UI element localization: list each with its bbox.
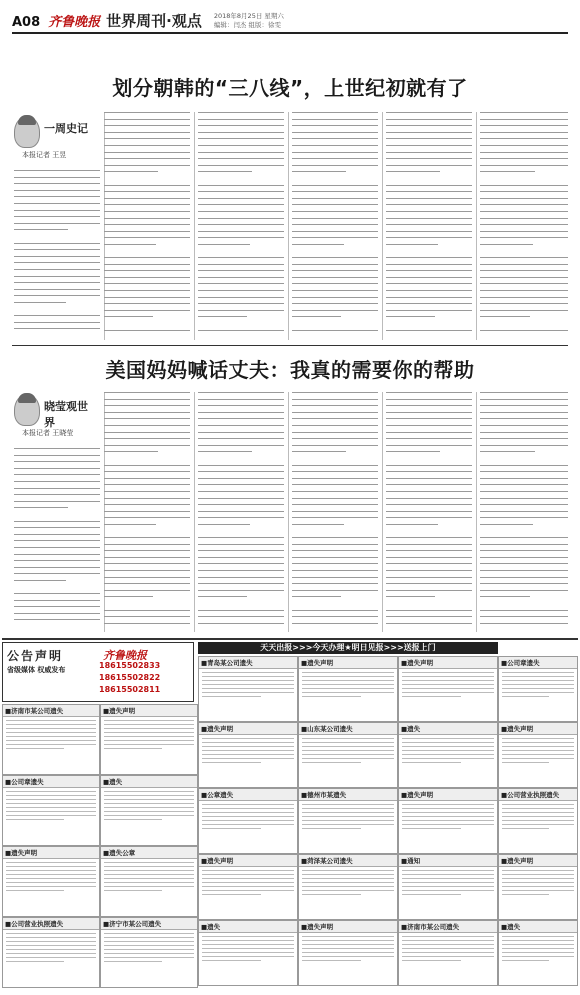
phone-number: 18615502811	[99, 685, 161, 694]
classified-ad	[398, 788, 498, 854]
author-portrait-icon	[14, 116, 40, 148]
notice-logo: 齐鲁晚报	[103, 649, 147, 662]
classified-ad	[198, 656, 298, 722]
classified-ad	[2, 846, 100, 917]
classified-ad	[398, 656, 498, 722]
paper-name: 齐鲁晚报	[48, 15, 101, 30]
text-column	[198, 392, 284, 632]
article2-byline: 本报记者 王晓莹	[22, 429, 74, 437]
notice-title: 公告声明	[7, 649, 64, 663]
classified-ad-heading: ■山东某公司遗失	[299, 723, 397, 735]
article1-byline: 本报记者 王昱	[22, 151, 67, 159]
classified-ad	[198, 788, 298, 854]
classified-ad	[398, 722, 498, 788]
phone-number: 18615502833	[99, 661, 161, 670]
header-meta	[214, 12, 284, 32]
classified-ad	[498, 722, 578, 788]
classified-ad	[498, 920, 578, 986]
classified-ad	[498, 854, 578, 920]
classified-ad-heading: ■公司章遗失	[3, 776, 99, 788]
classified-ad	[498, 656, 578, 722]
column-separator	[476, 112, 477, 340]
classified-ad	[498, 788, 578, 854]
classified-ad-heading: ■德州市某遗失	[299, 789, 397, 801]
classified-ad-heading: ■遗失	[399, 723, 497, 735]
classified-ad-heading: ■遗失声明	[399, 657, 497, 669]
classified-ad-heading: ■遗失声明	[199, 723, 297, 735]
column-separator	[194, 112, 195, 340]
classified-ad-heading: ■遗失声明	[399, 789, 497, 801]
column-separator	[382, 112, 383, 340]
date-line: 2018年8月25日 星期六	[213, 12, 284, 20]
article1-column-badge	[14, 116, 94, 162]
classified-ad-heading: ■菏泽某公司遗失	[299, 855, 397, 867]
column-separator	[194, 392, 195, 632]
classified-ad	[100, 846, 198, 917]
text-column	[480, 392, 568, 632]
classifieds-banner: 天天出报>>>今天办理★明日见报>>>送报上门	[198, 642, 498, 654]
article1-headline: 划分朝韩的“三八线”，上世纪初就有了	[112, 76, 468, 100]
classified-ad	[298, 854, 398, 920]
classified-ad	[298, 788, 398, 854]
classified-ad-heading: ■通知	[399, 855, 497, 867]
page-header	[12, 8, 568, 34]
column-separator	[288, 112, 289, 340]
classified-ad-heading: ■遗失公章	[101, 847, 197, 859]
text-column	[14, 448, 100, 632]
classified-ad-heading: ■遗失声明	[299, 657, 397, 669]
editor-line: 编辑：闫杰 组版：徐雯	[213, 21, 281, 29]
author-portrait-icon	[14, 394, 40, 426]
notice-box	[2, 642, 194, 702]
classified-ad-heading: ■遗失	[499, 921, 577, 933]
text-column	[14, 170, 100, 340]
classified-ad-heading: ■遗失声明	[199, 855, 297, 867]
page-number: A08	[12, 15, 41, 30]
classified-ad-heading: ■济南市某公司遗失	[3, 705, 99, 717]
text-column	[104, 112, 190, 340]
article2-column-name: 晓莹观世界	[44, 400, 88, 429]
classified-ad-heading: ■青岛某公司遗失	[199, 657, 297, 669]
classified-ad	[2, 704, 100, 775]
classified-ad	[100, 704, 198, 775]
text-column	[104, 392, 190, 632]
phone-number: 18615502822	[99, 673, 161, 682]
classified-ad-heading: ■济南市某公司遗失	[399, 921, 497, 933]
classified-ad	[398, 920, 498, 986]
classified-ad	[2, 917, 100, 988]
classified-ad-heading: ■遗失声明	[3, 847, 99, 859]
classified-ad-heading: ■遗失声明	[299, 921, 397, 933]
classified-ad	[298, 656, 398, 722]
column-separator	[288, 392, 289, 632]
classified-ad-heading: ■公章遗失	[199, 789, 297, 801]
classified-ad-heading: ■公司营业执照遗失	[499, 789, 577, 801]
classified-ad	[398, 854, 498, 920]
classified-ad	[2, 775, 100, 846]
text-column	[386, 112, 472, 340]
classified-ad-heading: ■遗失声明	[101, 705, 197, 717]
article1-column-name: 一周史记	[44, 122, 88, 135]
column-separator	[382, 392, 383, 632]
text-column	[292, 392, 378, 632]
classified-ad-heading: ■遗失声明	[499, 723, 577, 735]
column-separator	[476, 392, 477, 632]
classified-ad-heading: ■公司章遗失	[499, 657, 577, 669]
classified-ad	[100, 917, 198, 988]
text-column	[480, 112, 568, 340]
article-divider	[12, 345, 568, 346]
classified-ad-heading: ■遗失	[101, 776, 197, 788]
classified-ad	[198, 722, 298, 788]
classified-ad-heading: ■公司营业执照遗失	[3, 918, 99, 930]
classified-ad	[100, 775, 198, 846]
classified-ad	[298, 722, 398, 788]
classified-ad-heading: ■遗失声明	[499, 855, 577, 867]
article2-headline: 美国妈妈喊话丈夫：我真的需要你的帮助	[105, 358, 475, 382]
text-column	[198, 112, 284, 340]
classified-ad-heading: ■济宁市某公司遗失	[101, 918, 197, 930]
classified-ad	[198, 854, 298, 920]
classified-ad-heading: ■遗失	[199, 921, 297, 933]
text-column	[292, 112, 378, 340]
text-column	[386, 392, 472, 632]
section-title: 世界周刊·观点	[106, 12, 202, 30]
classified-ad	[298, 920, 398, 986]
classified-ad	[198, 920, 298, 986]
article2-column-badge	[14, 394, 94, 440]
notice-subtitle: 省级媒体 权威发布	[7, 666, 66, 674]
